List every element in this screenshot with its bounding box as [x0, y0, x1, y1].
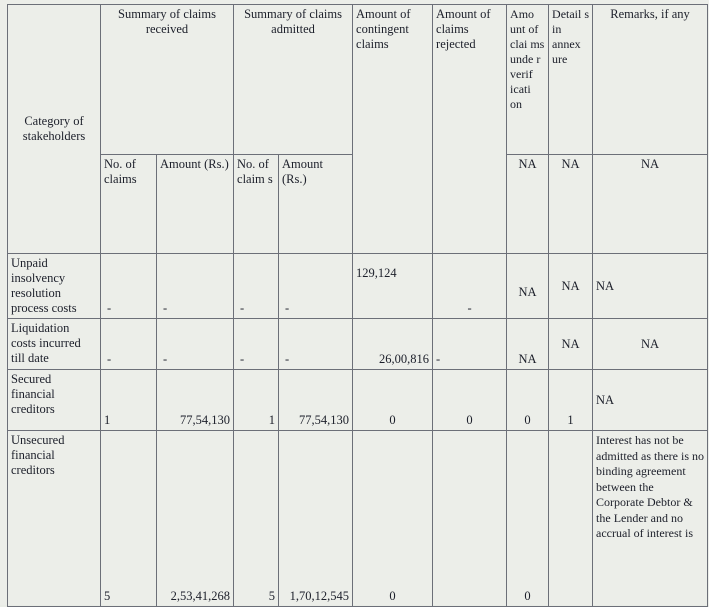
cell-no-admitted: 1	[234, 370, 279, 431]
table-row	[8, 370, 708, 431]
cell-amount-admitted: 1,70,12,545	[279, 431, 353, 607]
cell-amount-received: -	[157, 319, 234, 370]
cell-annexure	[549, 431, 593, 607]
cell-no-received: -	[101, 319, 157, 370]
header-claims-rejected: Amount of claims rejected	[433, 5, 507, 254]
cell-rejected: -	[433, 254, 507, 319]
cell-remarks: NA	[593, 370, 708, 431]
cell-amount-admitted: -	[279, 254, 353, 319]
subheader-no-claims-admitted: No. of claim s	[234, 155, 279, 254]
header-contingent-claims: Amount of contingent claims	[353, 5, 433, 254]
cell-annexure: 1	[549, 370, 593, 431]
row-category: Liquidation costs incurred till date	[8, 319, 101, 370]
subheader-remarks-na: NA	[593, 155, 708, 254]
cell-contingent: 0	[353, 370, 433, 431]
cell-contingent: 0	[353, 431, 433, 607]
cell-no-received: 5	[101, 431, 157, 607]
cell-amount-received: 77,54,130	[157, 370, 234, 431]
cell-rejected: 0	[433, 370, 507, 431]
subheader-amount-admitted: Amount (Rs.)	[279, 155, 353, 254]
row-category: Unpaid insolvency resolution process costs	[8, 254, 101, 319]
cell-amount-received: -	[157, 254, 234, 319]
cell-remarks: Interest has not be admitted as there is no binding agreement between the Corporate Debtor & the Lender and no accrual of interest is	[593, 431, 708, 607]
cell-verification: 0	[507, 431, 549, 607]
cell-amount-admitted: -	[279, 319, 353, 370]
cell-remarks: NA	[593, 319, 708, 370]
cell-annexure: NA	[549, 254, 593, 319]
cell-annexure: NA	[549, 319, 593, 370]
cell-no-admitted: -	[234, 254, 279, 319]
cell-amount-received: 2,53,41,268	[157, 431, 234, 607]
header-category: Category of stakeholders	[8, 5, 101, 254]
cell-rejected	[433, 431, 507, 607]
subheader-annexure-na: NA	[549, 155, 593, 254]
row-category: Secured financial creditors	[8, 370, 101, 431]
header-row	[8, 5, 708, 155]
header-annexure: Detail s in annex ure	[549, 5, 593, 155]
header-claims-admitted: Summary of claims admitted	[234, 5, 353, 155]
row-category: Unsecured financial creditors	[8, 431, 101, 607]
header-claims-received: Summary of claims received	[101, 5, 234, 155]
cell-rejected: -	[433, 319, 507, 370]
subheader-no-claims-received: No. of claims	[101, 155, 157, 254]
cell-verification: NA	[507, 254, 549, 319]
cell-no-admitted: -	[234, 319, 279, 370]
header-under-verification: Amo unt of clai ms unde r verif icati on	[507, 5, 549, 155]
table-row	[8, 319, 708, 370]
table-row	[8, 431, 708, 607]
cell-amount-admitted: 77,54,130	[279, 370, 353, 431]
cell-remarks: NA	[593, 254, 708, 319]
header-remarks: Remarks, if any	[593, 5, 708, 155]
cell-no-received: 1	[101, 370, 157, 431]
cell-no-received: -	[101, 254, 157, 319]
subheader-verification-na: NA	[507, 155, 549, 254]
cell-contingent: 129,124	[353, 254, 433, 319]
cell-verification: 0	[507, 370, 549, 431]
subheader-amount-received: Amount (Rs.)	[157, 155, 234, 254]
cell-no-admitted: 5	[234, 431, 279, 607]
cell-verification: NA	[507, 319, 549, 370]
claims-summary-table	[7, 4, 708, 607]
cell-contingent: 26,00,816	[353, 319, 433, 370]
table-row	[8, 254, 708, 319]
